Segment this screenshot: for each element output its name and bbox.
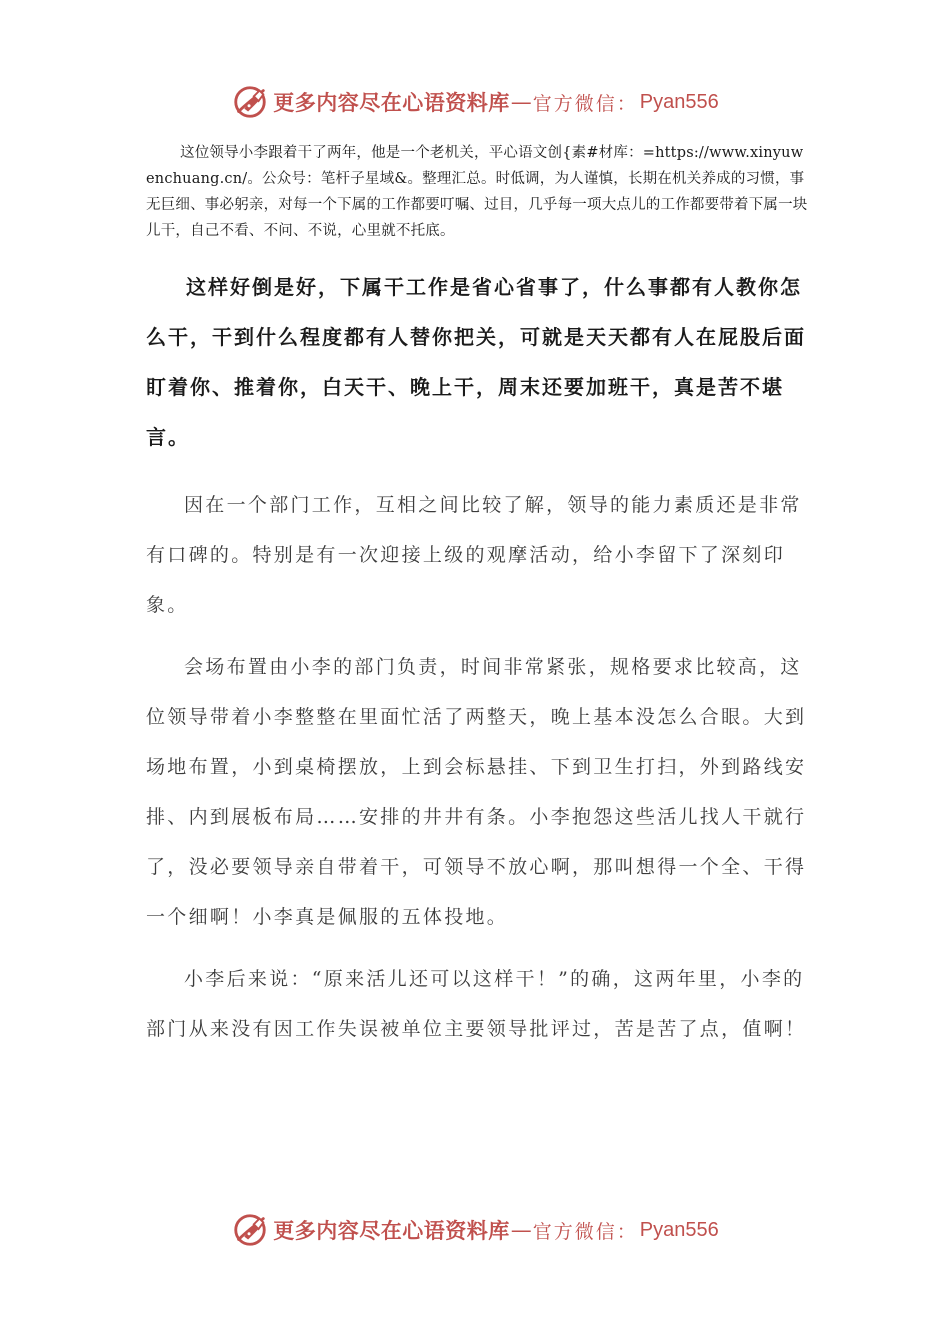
document-body (146, 140, 810, 1054)
banner-dash: — (510, 1218, 532, 1242)
banner-wechat-id: Pyan556 (639, 90, 719, 113)
body-paragraph-2: 会场布置由小李的部门负责，时间非常紧张，规格要求比较高，这位领导带着小李整整在里面忙活了两整天，晚上基本没怎么合眼。大到场地布置，小到桌椅摆放，上到会标悬挂、下到卫生打扫，外到路线安排、内到展板布局……安排的井井有条。小李抱怨这些活儿找人干就行了，没必要领导亲自带着干，可领导不放心啊，那叫想得一个全、干得一个细啊！小李真是佩服的五体投地。 (146, 656, 807, 928)
banner-title: 更多内容尽在心语资料库 (273, 1218, 510, 1243)
banner-wechat-label: 官方微信： (532, 1220, 638, 1243)
banner-wechat-id: Pyan556 (639, 1218, 719, 1241)
bold-paragraph: 这样好倒是好，下属干工作是省心省事了，什么事都有人教你怎么干，干到什么程度都有人替你把关，可就是天天都有人在屁股后面盯着你、推着你，白天干、晚上干，周末还要加班干，真是苦不堪言。 (146, 275, 806, 449)
intro-paragraph: 这位领导小李跟着干了两年，他是一个老机关，平心语文创{素#材库：=https://www.xinyuwenchuang.cn/。公众号：笔杆子星域&。整理汇总。时低调，为人谨慎，长期在机关养成的习惯，事无巨细、事必躬亲，对每一个下属的工作都要叮嘱、过目，几乎每一项大点儿的工作都要带着下属一块儿干，自己不看、不问、不说，心里就不托底。 (146, 145, 808, 239)
body-paragraph-3: 小李后来说：“原来活儿还可以这样干！”的确，这两年里，小李的部门从来没有因工作失误被单位主要领导批评过，苦是苦了点，值啊！ (146, 968, 807, 1040)
banner-dash: — (510, 90, 532, 114)
pen-logo-icon (231, 83, 269, 121)
banner-title: 更多内容尽在心语资料库 (273, 90, 510, 115)
pen-logo-icon (231, 1211, 269, 1249)
banner-wechat-label: 官方微信： (532, 92, 638, 115)
header-banner (0, 82, 950, 122)
footer-banner (0, 1210, 950, 1250)
body-paragraph-1: 因在一个部门工作，互相之间比较了解，领导的能力素质还是非常有口碑的。特别是有一次迎接上级的观摩活动，给小李留下了深刻印象。 (146, 494, 802, 616)
